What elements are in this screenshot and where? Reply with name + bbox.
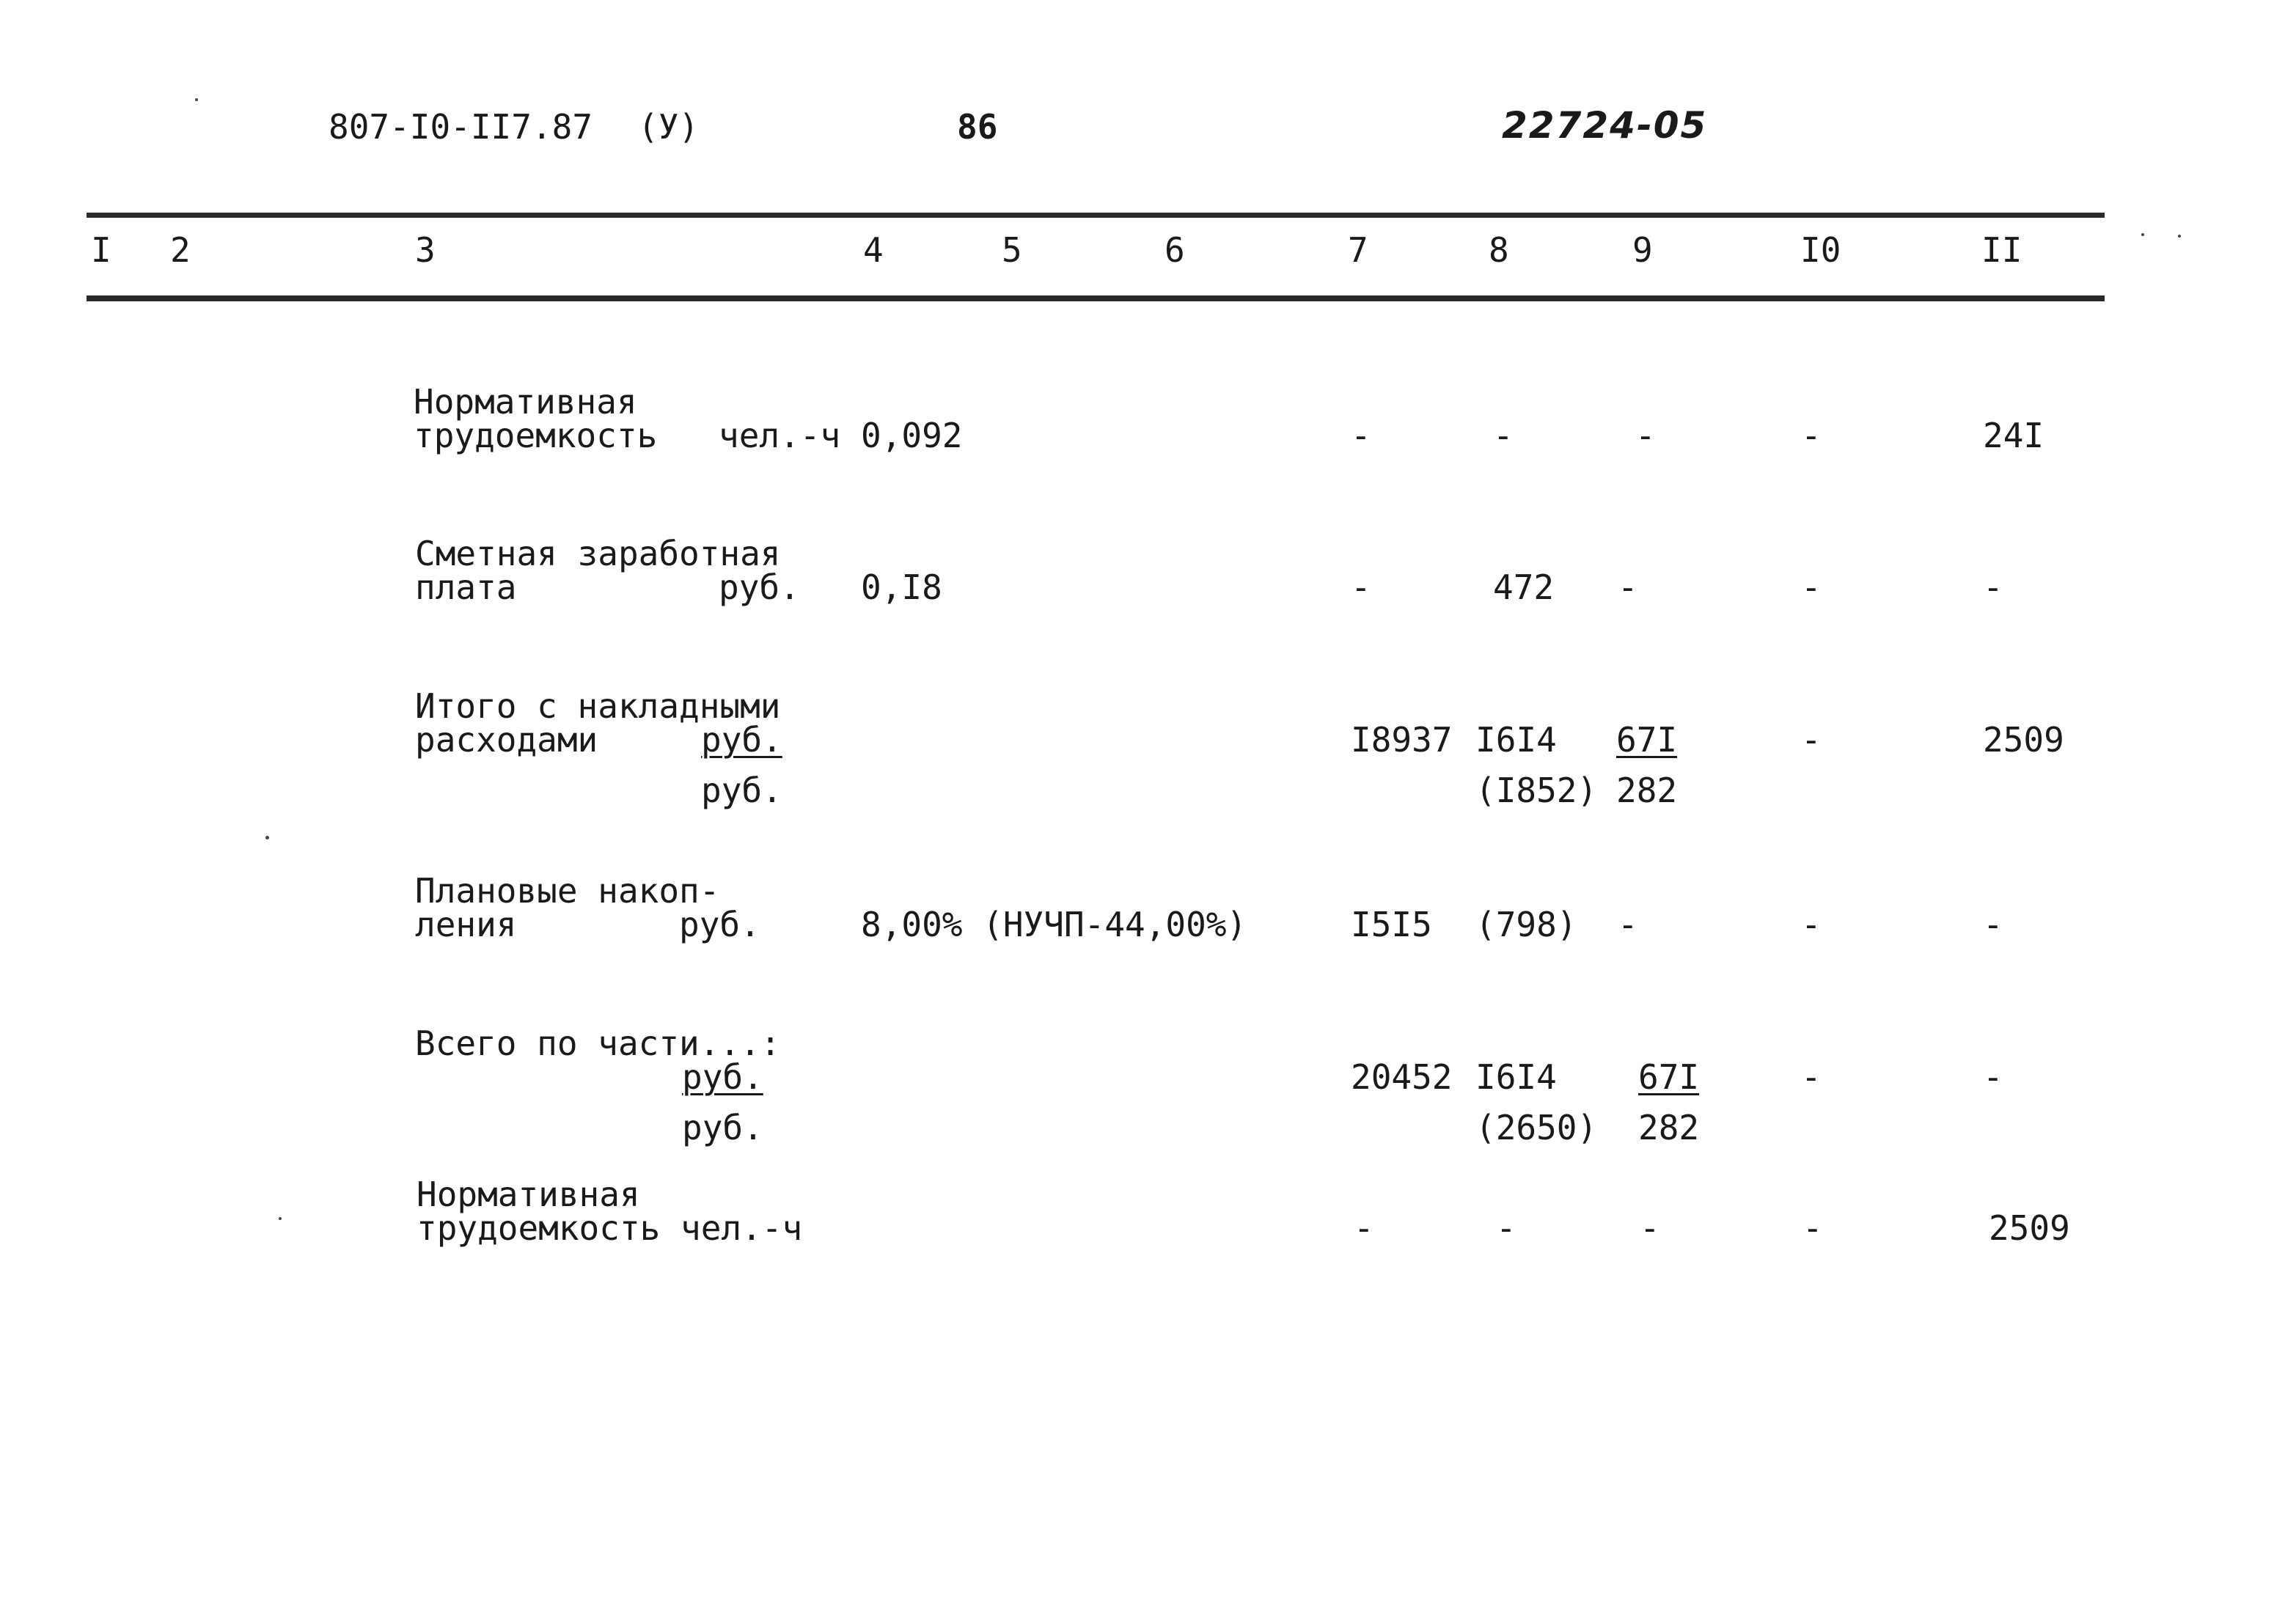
- cell-value: -: [1496, 1208, 1516, 1248]
- column-number: 8: [1489, 230, 1509, 270]
- cell-value: -: [1618, 567, 1638, 607]
- cell-value: -: [1801, 720, 1822, 760]
- cell-value: I6I4: [1475, 720, 1557, 760]
- column-number: I: [91, 230, 111, 270]
- cell-value: I5I5: [1351, 905, 1432, 944]
- cell-value: 2509: [1983, 720, 2064, 760]
- cell-value: 8,00% (НУЧП-44,00%): [861, 905, 1247, 944]
- document-code: 807-I0-II7.87: [329, 107, 593, 147]
- cell-value: -: [1801, 1057, 1822, 1097]
- scan-speck: [265, 836, 269, 839]
- column-number: 3: [415, 230, 436, 270]
- table-header-bottom-rule: [87, 295, 2105, 301]
- scan-speck: [279, 1217, 282, 1220]
- cell-value: -: [1640, 1208, 1660, 1248]
- scan-speck: [195, 98, 198, 101]
- cell-value: -: [1635, 416, 1656, 455]
- inventory-number: 22724-05: [1502, 104, 1708, 147]
- row-label: Плановые накоп-: [415, 871, 720, 911]
- row-label: Нормативная: [417, 1175, 640, 1214]
- unit-label: руб.: [682, 1108, 763, 1147]
- unit-label: руб.: [682, 1057, 763, 1097]
- page-number: 86: [957, 107, 998, 147]
- cell-value: -: [1801, 567, 1822, 607]
- row-label: расходами: [415, 720, 598, 760]
- cell-value: -: [1983, 905, 2003, 944]
- row-label: Всего по части...:: [415, 1024, 781, 1063]
- cell-value: (2650): [1475, 1108, 1598, 1147]
- row-label: Итого с накладными: [415, 686, 781, 726]
- cell-value: -: [1801, 905, 1822, 944]
- cell-value: -: [1354, 1208, 1374, 1248]
- cell-value: (I852): [1475, 771, 1598, 810]
- scan-speck: [2141, 233, 2144, 236]
- column-number: 7: [1348, 230, 1368, 270]
- column-number: I0: [1800, 230, 1841, 270]
- row-label: плата: [415, 567, 517, 607]
- column-number: 2: [170, 230, 191, 270]
- cell-value: 67I: [1616, 720, 1678, 760]
- cell-value: -: [1801, 416, 1822, 455]
- cell-value: -: [1351, 416, 1371, 455]
- unit-label: руб.: [679, 905, 760, 944]
- cell-value: -: [1802, 1208, 1823, 1248]
- unit-label: руб.: [701, 771, 782, 810]
- unit-label: чел.-ч: [719, 416, 841, 455]
- column-number: II: [1981, 230, 2022, 270]
- column-number: 6: [1164, 230, 1185, 270]
- cell-value: 20452: [1351, 1057, 1453, 1097]
- cell-value: -: [1493, 416, 1514, 455]
- cell-value: -: [1983, 1057, 2003, 1097]
- column-number: 5: [1002, 230, 1022, 270]
- cell-value: 24I: [1983, 416, 2044, 455]
- cell-value: 0,I8: [861, 567, 942, 607]
- row-label: Нормативная: [414, 382, 637, 422]
- cell-value: I6I4: [1475, 1057, 1557, 1097]
- cell-value: -: [1351, 567, 1371, 607]
- cell-value: -: [1983, 567, 2003, 607]
- row-label: Сметная заработная: [415, 534, 781, 573]
- cell-value: I8937: [1351, 720, 1453, 760]
- scan-speck: [2178, 235, 2181, 238]
- row-label: трудоемкость: [414, 416, 658, 455]
- cell-value: 0,092: [861, 416, 963, 455]
- document-variant: (У): [638, 107, 700, 147]
- unit-label: руб.: [701, 720, 782, 760]
- cell-value: 472: [1493, 567, 1555, 607]
- unit-label: руб.: [719, 567, 800, 607]
- table-top-rule: [87, 213, 2105, 218]
- cell-value: (798): [1475, 905, 1577, 944]
- column-number: 9: [1632, 230, 1653, 270]
- cell-value: 67I: [1638, 1057, 1700, 1097]
- row-label: трудоемкость чел.-ч: [417, 1208, 803, 1248]
- row-label: ления: [415, 905, 517, 944]
- cell-value: 282: [1638, 1108, 1700, 1147]
- cell-value: 2509: [1989, 1208, 2070, 1248]
- cell-value: 282: [1616, 771, 1678, 810]
- cell-value: -: [1618, 905, 1638, 944]
- column-number: 4: [863, 230, 884, 270]
